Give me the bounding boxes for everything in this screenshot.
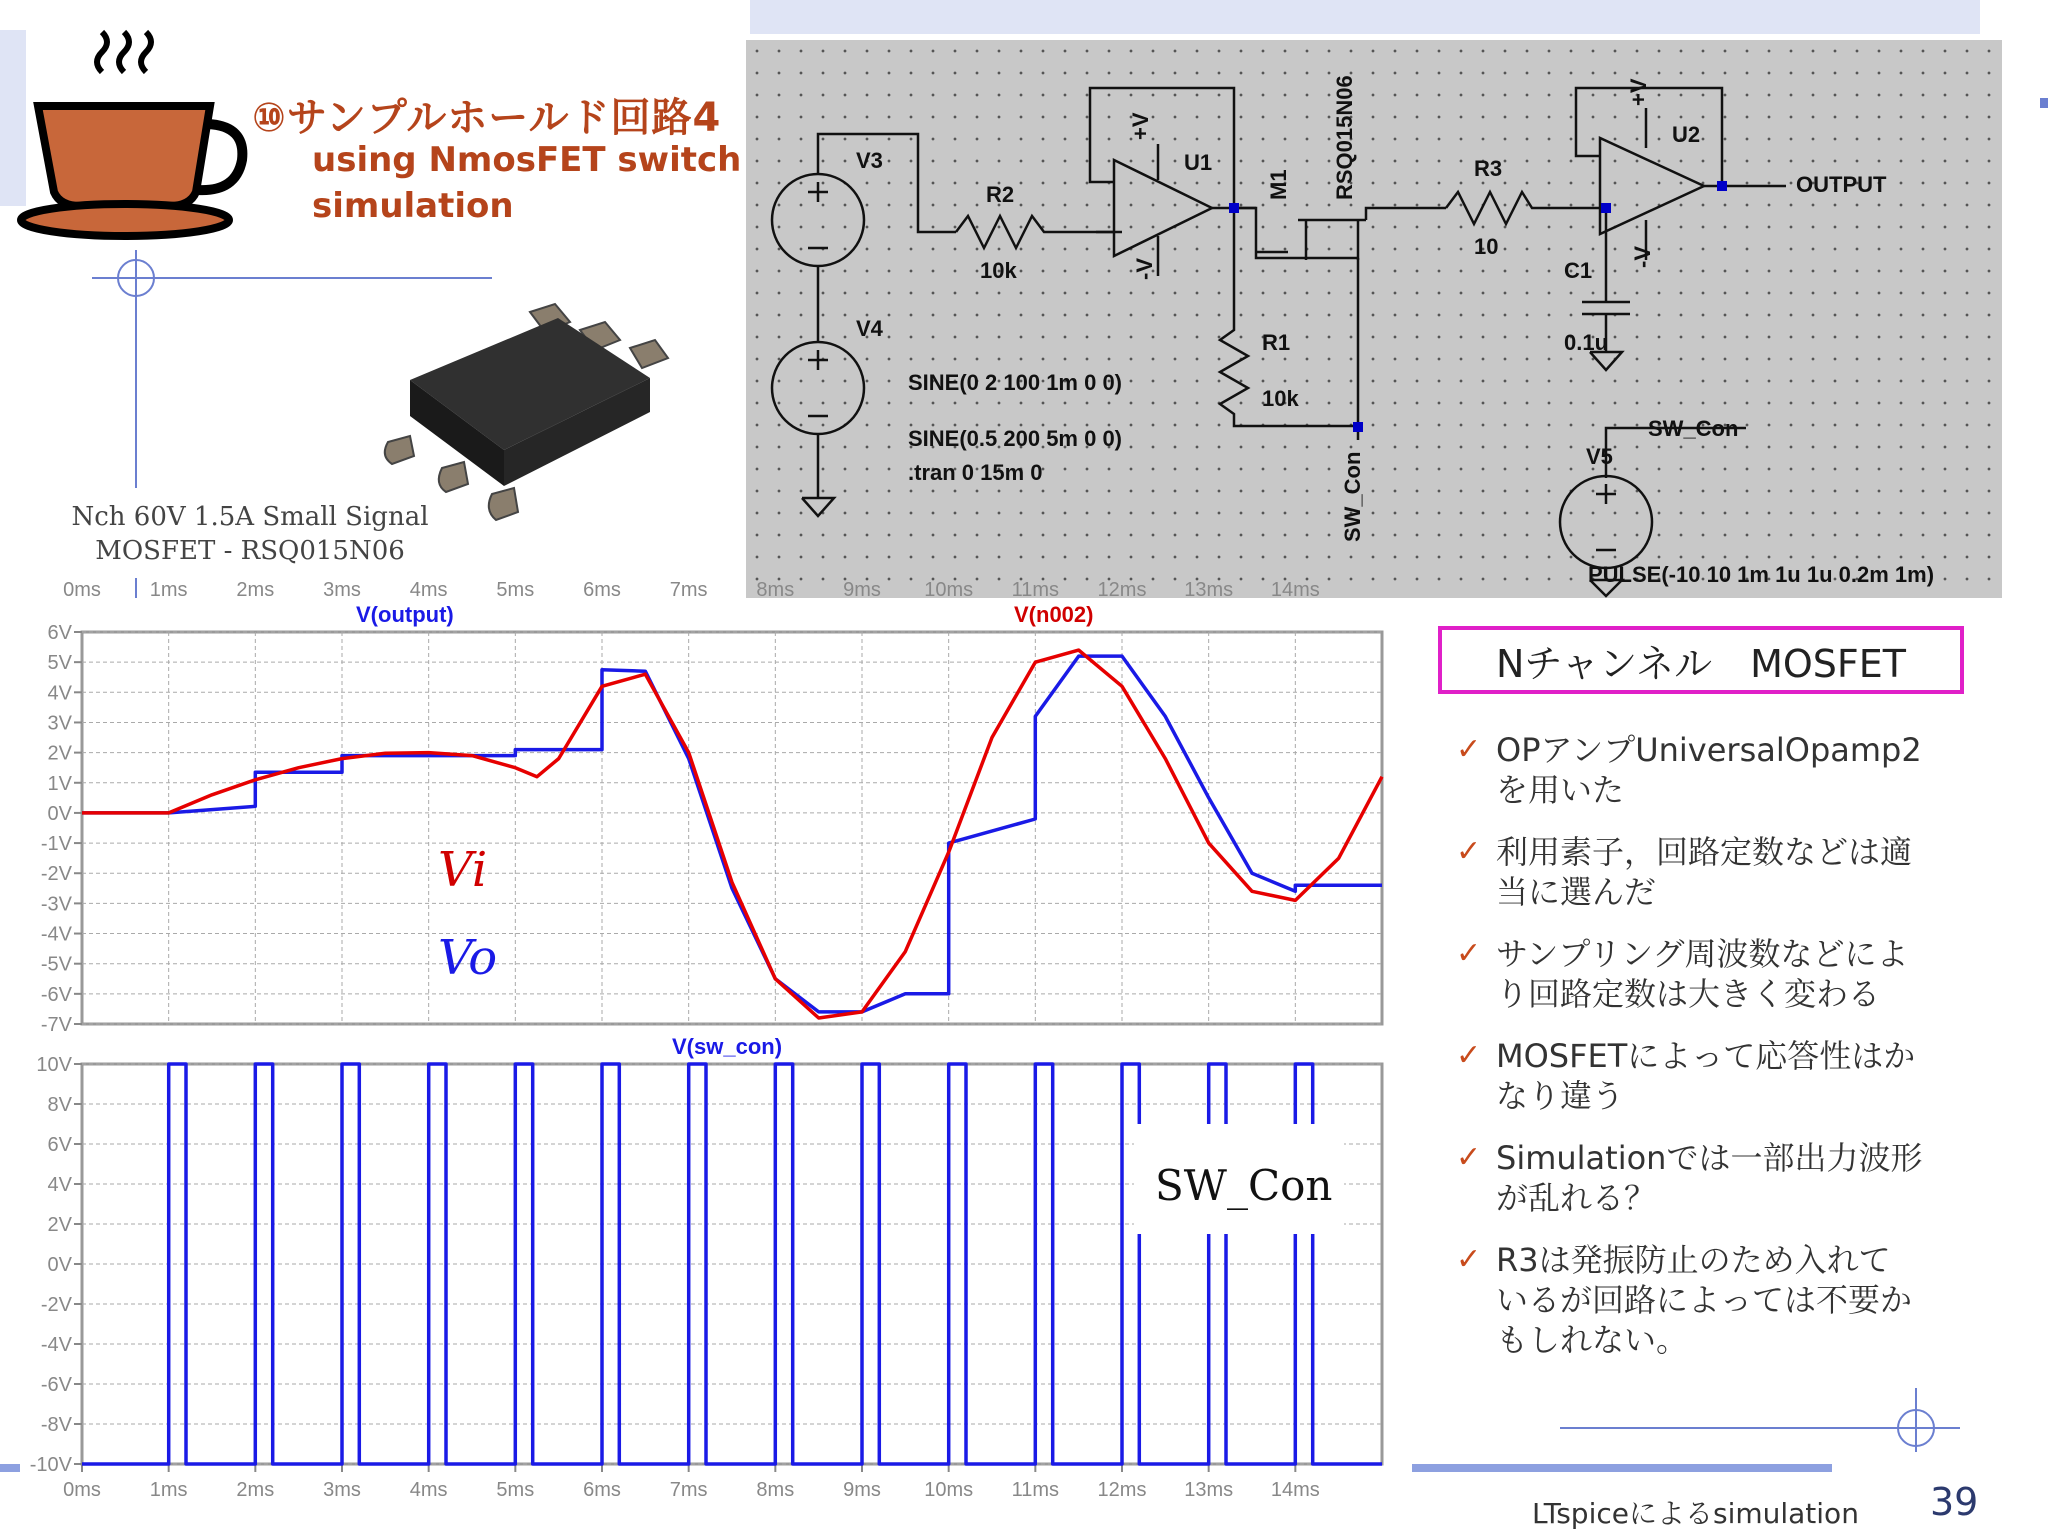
bullet-text: り回路定数は大きく変わる (1496, 975, 1881, 1013)
top-pattern-bar (750, 0, 1980, 34)
bullet-text: いるが回路によっては不要か (1496, 1281, 1913, 1319)
page-number: 39 (1930, 1480, 1979, 1524)
slide-subtitle: using NmosFET switch (312, 140, 742, 180)
y-tick-label: -3V (40, 893, 72, 916)
slide-subtitle-2: simulation (312, 186, 514, 226)
checkmark-icon: ✓ (1456, 1140, 1482, 1175)
bullet-item (1456, 832, 1976, 912)
m1-label: M1 (1266, 169, 1291, 200)
schematic-drawing (746, 40, 2002, 598)
y-tick-label: 10V (36, 1054, 72, 1076)
u2-opamp-icon (1600, 138, 1704, 234)
y-tick-label: -2V (40, 863, 72, 886)
bullet-text: OPアンプUniversalOpamp2 (1496, 731, 1922, 769)
x-tick-label: 11ms (1011, 579, 1060, 601)
x-tick-label: 8ms (756, 1479, 795, 1501)
x-tick-label: 9ms (843, 1479, 881, 1501)
checkmark-icon: ✓ (1456, 1038, 1482, 1073)
x-tick-label: 13ms (1184, 579, 1234, 601)
x-tick-label: 4ms (409, 579, 448, 601)
checkmark-icon: ✓ (1456, 732, 1482, 767)
legend-v-output: V(output) (356, 602, 454, 627)
bullet-text: もしれない。 (1496, 1321, 1689, 1359)
bullet-text: を用いた (1496, 771, 1625, 809)
bullet-item (1456, 934, 1976, 1014)
x-tick-label: 12ms (1097, 1479, 1147, 1501)
r2-label: R2 (986, 182, 1015, 207)
v4-label: V4 (856, 316, 883, 341)
x-tick-label: 2ms (236, 1479, 275, 1501)
annotation-sw-con: SW_Con (1155, 1161, 1333, 1210)
bullet-list (1456, 730, 1976, 1382)
x-tick-label: 6ms (583, 579, 621, 601)
x-tick-label: 0ms (63, 1479, 101, 1501)
checkmark-icon: ✓ (1456, 834, 1482, 869)
y-tick-label: 2V (47, 1214, 72, 1236)
u2-label: U2 (1672, 122, 1701, 147)
y-tick-label: -6V (40, 1374, 72, 1396)
pulse-directive: PULSE(-10 10 1m 1u 1u 0.2m 1m) (1588, 562, 1935, 587)
x-tick-label: 14ms (1270, 1479, 1320, 1501)
x-tick-label: 1ms (149, 1479, 188, 1501)
checkmark-icon: ✓ (1456, 936, 1482, 971)
waveform-plot-bottom (0, 1030, 1400, 1500)
bullet-text: 当に選んだ (1496, 873, 1657, 911)
x-tick-label: 3ms (323, 579, 361, 601)
bullet-text: が乱れる？ (1496, 1179, 1657, 1217)
annotation-vo: Vo (438, 930, 498, 986)
v5-label: V5 (1586, 444, 1613, 469)
y-tick-label: 2V (47, 742, 72, 765)
y-tick-label: 3V (47, 712, 72, 735)
y-tick-label: -1V (40, 833, 72, 856)
x-tick-label: 1ms (149, 579, 188, 601)
coffee-cup-icon (20, 30, 260, 240)
y-tick-label: 6V (47, 622, 72, 644)
x-tick-label: 13ms (1184, 1479, 1234, 1501)
u1-minus-v: -V (1132, 258, 1157, 280)
x-tick-label: 10ms (924, 579, 974, 601)
nch-mosfet-heading: Nチャンネル MOSFET (1438, 626, 1964, 694)
chip-caption (70, 500, 430, 568)
r2-value: 10k (980, 258, 1017, 283)
x-tick-label: 7ms (669, 1479, 708, 1501)
tran-directive: .tran 0 15m 0 (908, 460, 1043, 485)
x-tick-label: 0ms (63, 579, 101, 601)
c1-label: C1 (1564, 258, 1593, 283)
y-tick-label: 1V (47, 772, 72, 795)
bullet-item (1456, 730, 1976, 810)
u1-label: U1 (1184, 150, 1213, 175)
y-tick-label: 4V (47, 682, 72, 705)
bottom-accent-bar (1412, 1464, 1832, 1472)
x-tick-label: 8ms (756, 579, 795, 601)
bullet-item (1456, 1240, 1976, 1360)
sw-con-net-label: SW_Con (1340, 451, 1365, 542)
y-tick-label: 0V (47, 1254, 72, 1276)
x-tick-label: 12ms (1097, 579, 1147, 601)
bullet-text: サンプリング周波数などによ (1496, 935, 1909, 973)
v3-label: V3 (856, 148, 883, 173)
waveform-plot-top (0, 579, 1400, 1036)
r1-value: 10k (1262, 386, 1299, 411)
y-tick-label: -10V (29, 1454, 72, 1476)
y-tick-label: -6V (40, 983, 72, 1006)
legend-v-n002: V(n002) (1014, 602, 1094, 627)
y-tick-label: -2V (40, 1294, 72, 1316)
sw-con-label: SW_Con (1648, 416, 1739, 441)
checkmark-icon: ✓ (1456, 1242, 1482, 1277)
slide-title: ⑩サンプルホールド回路4 (252, 95, 722, 141)
u1-plus-v: +V (1128, 112, 1153, 140)
x-tick-label: 5ms (496, 1479, 535, 1501)
x-tick-label: 14ms (1270, 579, 1320, 601)
r3-value: 10 (1474, 234, 1499, 259)
bullet-text: 利用素子，回路定数などは適 (1496, 833, 1913, 871)
y-tick-label: 4V (47, 1174, 72, 1196)
u2-minus-v: -V (1630, 246, 1655, 268)
bullet-text: MOSFETによって応答性はか (1496, 1037, 1916, 1075)
chip-caption-line2: MOSFET - RSQ015N06 (95, 536, 405, 566)
bullet-item (1456, 1138, 1976, 1218)
sine2-directive: SINE(0.5 200 5m 0 0) (908, 426, 1123, 451)
x-tick-label: 10ms (924, 1479, 974, 1501)
x-tick-label: 7ms (669, 579, 708, 601)
y-tick-label: -8V (40, 1414, 72, 1436)
bullet-text: Simulationでは一部出力波形 (1496, 1139, 1923, 1177)
bullet-item (1456, 1036, 1976, 1116)
output-label: OUTPUT (1796, 172, 1887, 197)
footer-text: LTspiceによるsimulation (1532, 1497, 1859, 1530)
x-tick-label: 6ms (583, 1479, 621, 1501)
y-tick-label: 5V (47, 652, 72, 675)
y-tick-label: 6V (47, 1134, 72, 1156)
bullet-text: R3は発振防止のため入れて (1496, 1241, 1891, 1279)
y-tick-label: 0V (47, 802, 72, 825)
x-tick-label: 4ms (409, 1479, 448, 1501)
y-tick-label: 8V (47, 1094, 72, 1116)
y-tick-label: -5V (40, 953, 72, 976)
circuit-schematic (746, 40, 2002, 598)
r1-label: R1 (1262, 330, 1291, 355)
x-tick-label: 9ms (843, 579, 881, 601)
y-tick-label: -4V (40, 1334, 72, 1356)
legend-v-sw-con: V(sw_con) (672, 1034, 783, 1059)
right-edge-mark (2040, 98, 2048, 108)
y-tick-label: -7V (40, 1014, 72, 1036)
m1-part: RSQ015N06 (1332, 75, 1357, 200)
y-tick-label: -4V (40, 923, 72, 946)
bullet-text: なり違う (1496, 1077, 1625, 1115)
x-tick-label: 11ms (1011, 1479, 1060, 1501)
c1-value: 0.1u (1564, 330, 1609, 355)
x-tick-label: 5ms (496, 579, 535, 601)
plot-frame (82, 632, 1382, 1024)
x-tick-label: 3ms (323, 1479, 361, 1501)
x-tick-label: 2ms (236, 579, 275, 601)
u2-plus-v: +V (1626, 78, 1651, 106)
annotation-vi: Vi (438, 842, 488, 898)
sine1-directive: SINE(0 2 100 1m 0 0) (908, 370, 1123, 395)
chip-caption-line1: Nch 60V 1.5A Small Signal (71, 502, 429, 532)
r3-label: R3 (1474, 156, 1503, 181)
